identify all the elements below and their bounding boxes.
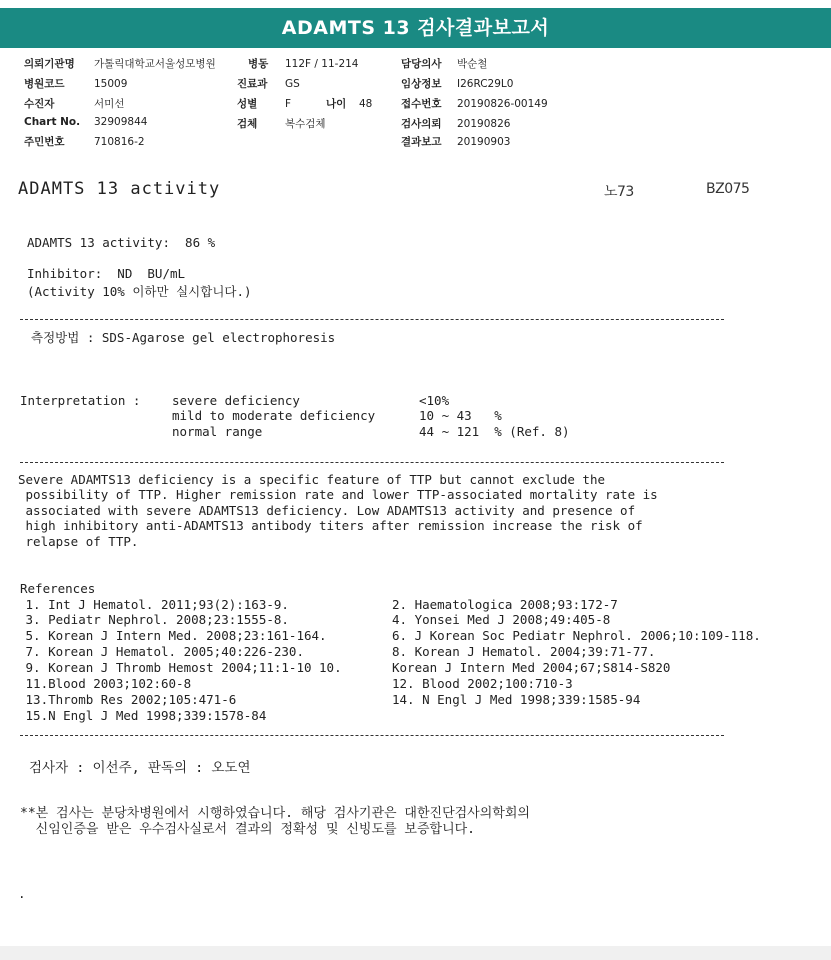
- references-title: References: [20, 581, 96, 596]
- examiner: 검사자 : 이선주, 판독의 : 오도연: [29, 760, 251, 776]
- paragraph-line: associated with severe ADAMTS13 deficiency. Low ADAMTS13 activity and presence of: [18, 503, 636, 518]
- interp-range-severe: <10%: [419, 393, 450, 408]
- inhibitor-note: (Activity 10% 이하만 실시합니다.): [27, 284, 252, 299]
- interp-name-severe: severe deficiency: [172, 393, 300, 408]
- reference-item: 9. Korean J Thromb Hemost 2004;11:1-10 10.: [18, 660, 342, 675]
- info-receipt-no: 접수번호 20190826-00149: [401, 98, 548, 110]
- info-request-date: 검사의뢰 20190826: [401, 118, 511, 130]
- reference-item: 15.N Engl J Med 1998;339:1578-84: [18, 708, 267, 723]
- handwritten-note-2: BZ075: [706, 181, 750, 197]
- info-clinical: 임상정보 I26RC29L0: [401, 78, 514, 90]
- activity-result: ADAMTS 13 activity: 86 %: [27, 235, 216, 250]
- info-hospital: 의뢰기관명 가톨릭대학교서울성모병원: [24, 58, 216, 70]
- inhibitor-result: Inhibitor: ND BU/mL: [27, 266, 186, 281]
- reference-item: 1. Int J Hematol. 2011;93(2):163-9.: [18, 597, 289, 612]
- paragraph-line: relapse of TTP.: [18, 534, 139, 549]
- info-age: 나이 48: [326, 98, 373, 110]
- reference-item: 14. N Engl J Med 1998;339:1585-94: [392, 692, 641, 707]
- info-specimen: 검체 복수검체: [237, 118, 326, 130]
- interp-name-normal: normal range: [172, 424, 263, 439]
- reference-item: 11.Blood 2003;102:60-8: [18, 676, 192, 691]
- reference-item: Korean J Intern Med 2004;67;S814-S820: [392, 660, 671, 675]
- interp-range-normal: 44 ~ 121 % (Ref. 8): [419, 424, 570, 439]
- info-sex: 성별 F: [237, 98, 292, 110]
- info-doctor: 담당의사 박순철: [401, 58, 488, 70]
- info-hospital-code: 병원코드 15009: [24, 78, 128, 90]
- report-title: ADAMTS 13 검사결과보고서: [0, 8, 831, 48]
- paragraph-line: high inhibitory anti-ADAMTS13 antibody titers after remission increase the risk of: [18, 518, 643, 533]
- paragraph-line: possibility of TTP. Higher remission rate and lower TTP-associated mortality rate is: [18, 487, 658, 502]
- interp-name-mild: mild to moderate deficiency: [172, 408, 376, 423]
- divider: [20, 462, 724, 463]
- reference-item: 6. J Korean Soc Pediatr Nephrol. 2006;10:109-118.: [392, 628, 761, 643]
- info-ward: 병동 112F / 11-214: [248, 58, 359, 70]
- interpretation-label: Interpretation :: [20, 393, 141, 408]
- info-patient: 수진자 서미선: [24, 98, 125, 110]
- reference-item: 8. Korean J Hematol. 2004;39:71-77.: [392, 644, 656, 659]
- reference-item: 7. Korean J Hematol. 2005;40:226-230.: [18, 644, 304, 659]
- info-resident-no: 주민번호 710816-2: [24, 136, 145, 148]
- info-chart-no: Chart No. 32909844: [24, 116, 148, 128]
- reference-item: 13.Thromb Res 2002;105:471-6: [18, 692, 237, 707]
- footnote-line-1: **본 검사는 분당차병원에서 시행하였습니다. 해당 검사기관은 대한진단검사의학회의: [20, 806, 530, 821]
- stray-dot: .: [18, 886, 26, 901]
- reference-item: 12. Blood 2002;100:710-3: [392, 676, 573, 691]
- reference-item: 5. Korean J Intern Med. 2008;23:161-164.: [18, 628, 327, 643]
- reference-item: 4. Yonsei Med J 2008;49:405-8: [392, 612, 611, 627]
- divider: [20, 319, 724, 320]
- method: 측정방법 : SDS-Agarose gel electrophoresis: [31, 330, 336, 345]
- info-department: 진료과 GS: [237, 78, 300, 90]
- reference-item: 3. Pediatr Nephrol. 2008;23:1555-8.: [18, 612, 289, 627]
- divider: [20, 735, 724, 736]
- handwritten-note-1: 노73: [604, 184, 634, 200]
- interp-range-mild: 10 ~ 43 %: [419, 408, 502, 423]
- paragraph-line: Severe ADAMTS13 deficiency is a specific feature of TTP but cannot exclude the: [18, 472, 605, 487]
- reference-item: 2. Haematologica 2008;93:172-7: [392, 597, 618, 612]
- footnote-line-2: 신임인증을 받은 우수검사실로서 결과의 정확성 및 신빙도를 보증합니다.: [20, 822, 476, 837]
- info-report-date: 결과보고 20190903: [401, 136, 511, 148]
- report-heading: ADAMTS 13 activity: [18, 179, 221, 199]
